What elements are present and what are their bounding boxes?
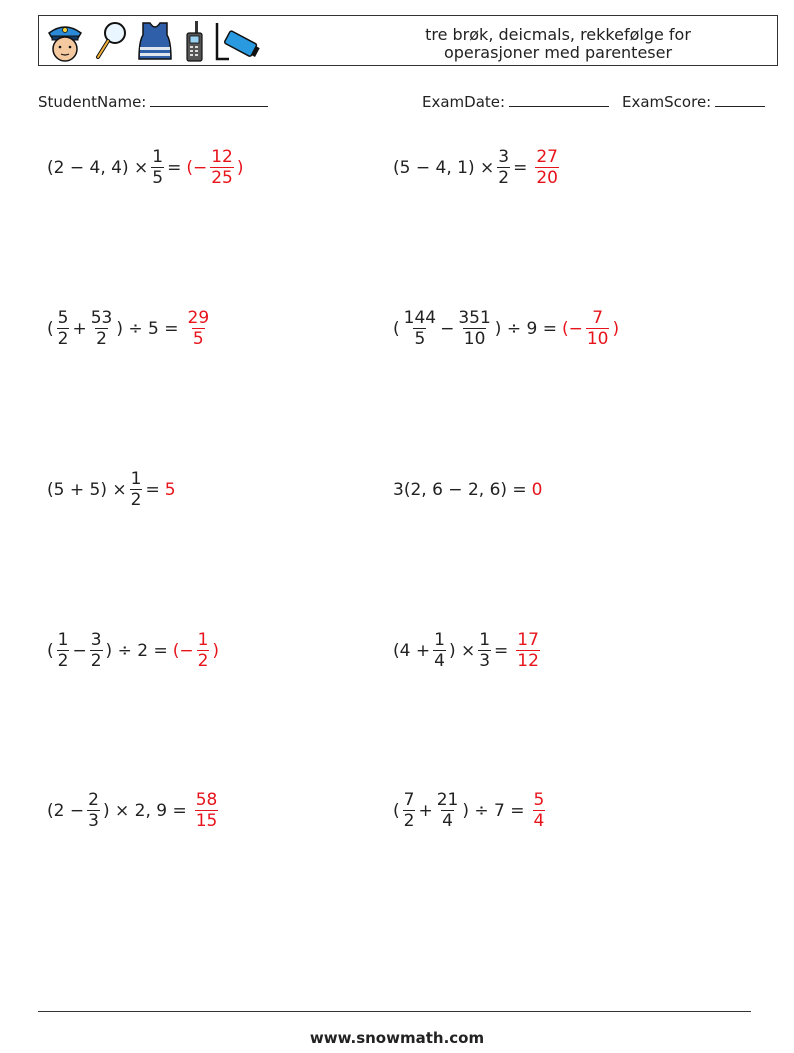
fraction: $\frac{1}{3}$ xyxy=(479,630,491,671)
problem-4 xyxy=(393,308,619,349)
exam-score-label: ExamScore: xyxy=(622,93,712,111)
equals-sign: = xyxy=(145,479,160,500)
student-name-row xyxy=(38,93,268,111)
operator: + xyxy=(418,800,433,821)
problem-9 xyxy=(47,790,221,831)
answer: $\frac{29}{5}$ xyxy=(187,308,210,349)
problem-text: ( xyxy=(393,318,400,339)
problem-8 xyxy=(393,630,543,671)
problem-10 xyxy=(393,790,548,831)
problem-1 xyxy=(47,147,243,188)
problem-text: (5 + 5) × xyxy=(47,479,127,500)
problem-2 xyxy=(393,147,562,188)
fraction: $\frac{3}{2}$ xyxy=(90,630,102,671)
problem-text: (2 − 4, 4) × xyxy=(47,157,149,178)
problem-text: (5 − 4, 1) × xyxy=(393,157,495,178)
answer: $\frac{17}{12}$ xyxy=(517,630,539,671)
magnifying-glass-icon xyxy=(93,19,129,63)
problem-3 xyxy=(47,308,213,349)
title-line-2: operasjoner med parenteser xyxy=(443,43,673,62)
fraction: $\frac{21}{4}$ xyxy=(436,790,459,831)
problem-text: (4 + xyxy=(393,640,431,661)
footer-divider xyxy=(38,1011,751,1012)
exam-date-field[interactable] xyxy=(509,94,609,107)
fraction: $\frac{53}{2}$ xyxy=(90,308,113,349)
fraction: $\frac{2}{3}$ xyxy=(88,790,99,831)
fraction: $\frac{1}{4}$ xyxy=(434,630,445,671)
header-icons xyxy=(43,18,261,64)
student-name-field[interactable] xyxy=(150,94,268,107)
answer: $\frac{5}{4}$ xyxy=(533,790,545,831)
operator: − xyxy=(72,640,87,661)
walkie-talkie-icon xyxy=(181,19,207,63)
answer: (− $\frac{1}{2}$ ) xyxy=(172,630,220,671)
worksheet-title xyxy=(393,26,723,62)
student-name-label: StudentName: xyxy=(38,93,147,111)
equals-sign: = xyxy=(513,157,528,178)
exam-score-field[interactable] xyxy=(715,94,765,107)
fraction: $\frac{1}{2}$ xyxy=(57,630,69,671)
speed-camera-icon xyxy=(213,19,261,63)
answer: (− $\frac{12}{25}$ ) xyxy=(186,147,244,188)
fraction: $\frac{7}{2}$ xyxy=(403,790,415,831)
problem-text: 3(2, 6 − 2, 6) = xyxy=(393,480,527,500)
answer: 0 xyxy=(531,480,543,500)
equals-sign: = xyxy=(494,640,509,661)
problem-text: ( xyxy=(47,640,54,661)
operator: − xyxy=(440,318,455,339)
fraction: $\frac{1}{5}$ xyxy=(152,147,164,188)
fraction: $\frac{3}{2}$ xyxy=(498,147,510,188)
fraction: $\frac{351}{10}$ xyxy=(458,308,491,349)
problem-text: ( xyxy=(47,318,54,339)
fraction: $\frac{1}{2}$ xyxy=(130,469,142,510)
police-officer-icon xyxy=(43,19,87,63)
problem-text: ) ÷ 2 = xyxy=(105,640,168,661)
problem-text: ) ÷ 9 = xyxy=(494,318,557,339)
problem-text: ) × xyxy=(448,640,476,661)
equals-sign: = xyxy=(167,157,182,178)
answer: $\frac{27}{20}$ xyxy=(536,147,558,188)
problem-6 xyxy=(393,469,543,511)
problem-5 xyxy=(47,469,176,510)
fraction: $\frac{5}{2}$ xyxy=(57,308,69,349)
problem-text: ) × 2, 9 = xyxy=(102,800,187,821)
problem-text: (2 − xyxy=(47,800,85,821)
problem-7 xyxy=(47,630,219,671)
footer-url[interactable]: www.snowmath.com xyxy=(309,1029,485,1047)
title-line-1: tre brøk, deicmals, rekkefølge for xyxy=(425,25,691,44)
police-vest-icon xyxy=(135,19,175,63)
exam-score-row xyxy=(622,93,765,111)
problem-text: ) ÷ 7 = xyxy=(462,800,525,821)
answer: (− $\frac{7}{10}$ ) xyxy=(561,308,620,349)
fraction: $\frac{144}{5}$ xyxy=(403,308,437,349)
answer: $\frac{58}{15}$ xyxy=(195,790,218,831)
operator: + xyxy=(72,318,87,339)
answer: 5 xyxy=(164,479,176,500)
exam-date-row xyxy=(422,93,609,111)
problem-text: ( xyxy=(393,800,400,821)
exam-date-label: ExamDate: xyxy=(422,93,506,111)
worksheet-header xyxy=(38,15,778,66)
problem-text: ) ÷ 5 = xyxy=(116,318,179,339)
